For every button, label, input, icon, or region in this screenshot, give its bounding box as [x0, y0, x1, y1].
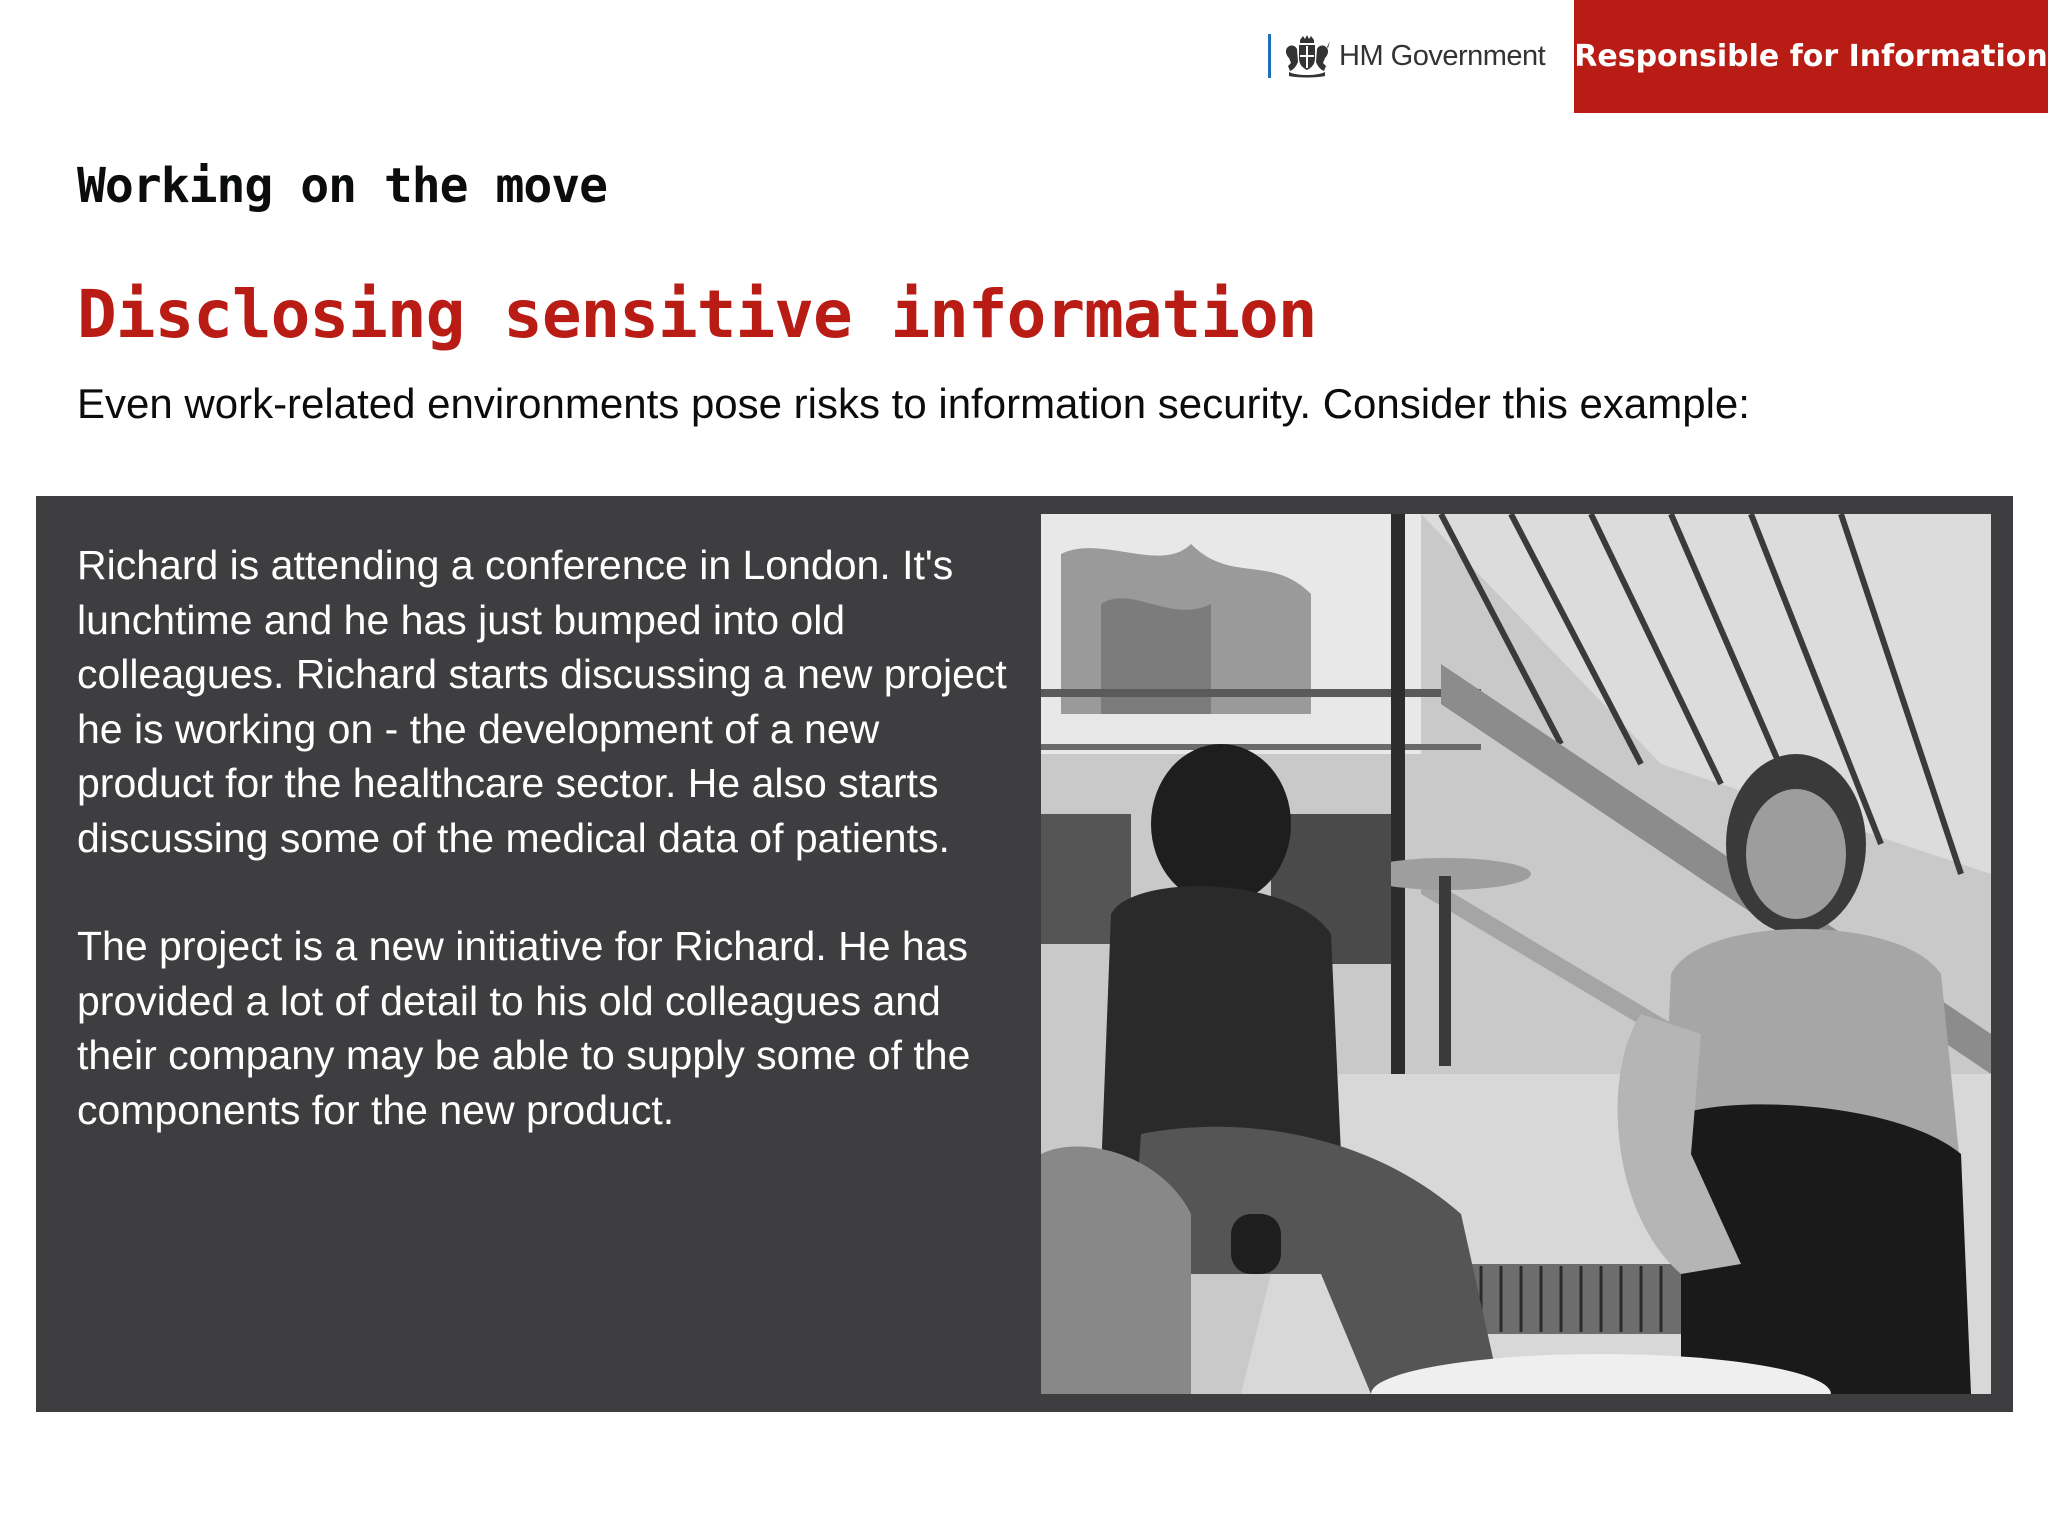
scenario-paragraph: The project is a new initiative for Richard. He has provided a lot of detail to his old colleagues and their company may be able to supply some of the components for the new product.: [77, 923, 971, 1133]
conference-photo: [1041, 514, 1991, 1394]
page-title: Disclosing sensitive information: [77, 276, 1317, 353]
section-title: Working on the move: [77, 158, 608, 214]
hm-government-logo[interactable]: [1268, 32, 1545, 80]
royal-coat-of-arms-icon: [1283, 34, 1331, 78]
government-name: HM Government: [1339, 39, 1546, 72]
intro-text: Even work-related environments pose risks to information security. Consider this example:: [77, 380, 1750, 427]
responsible-for-information-banner[interactable]: [1574, 0, 2048, 113]
scenario-paragraph: Richard is attending a conference in London. It's lunchtime and he has just bumped into old colleagues. Richard starts discussing a new project he is working on - the development of a new product for the healthcare sector. He also starts discussing some of the medical data of patients.: [77, 542, 1007, 861]
brand-label: Responsible for Information: [1574, 39, 2048, 74]
scenario-text: [77, 538, 1017, 1191]
logo-rule: [1268, 34, 1271, 78]
photo-illustration: [1041, 514, 1991, 1394]
header-bar: [0, 0, 2048, 113]
